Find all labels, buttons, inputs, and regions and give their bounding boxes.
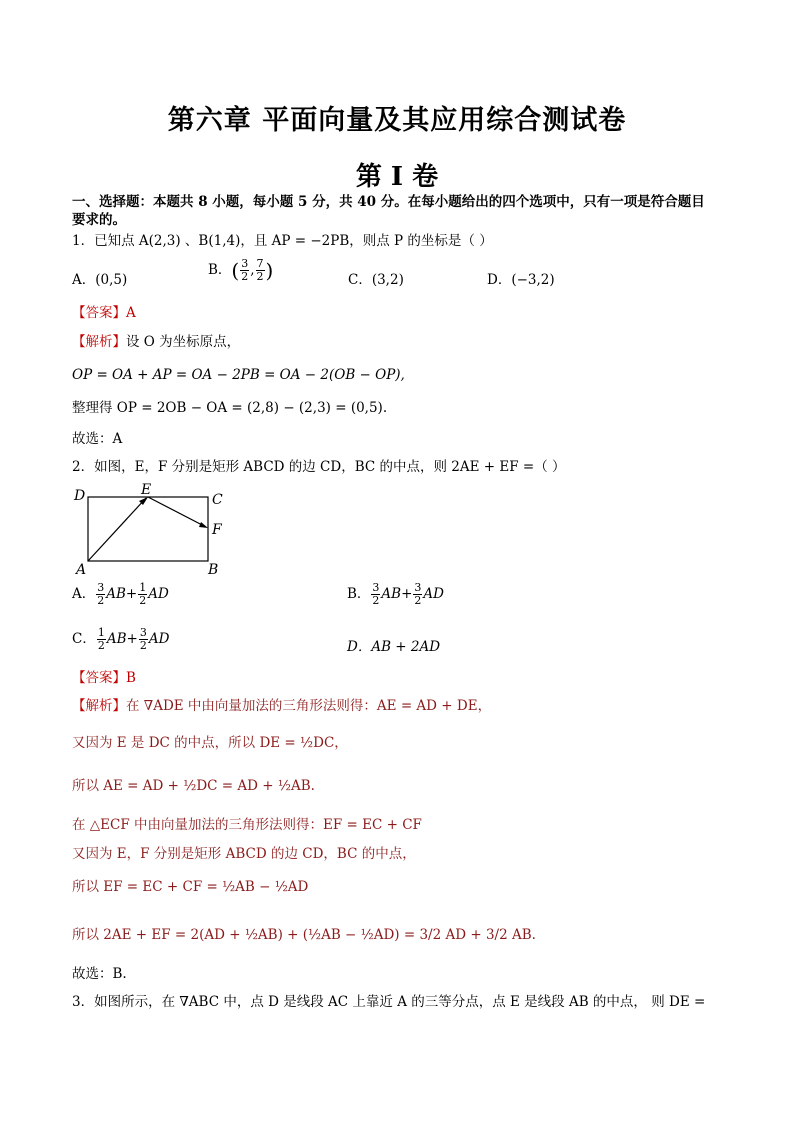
label-f: F (212, 522, 222, 538)
vector: AB (381, 586, 402, 602)
q1-option-b-prefix: B． (208, 262, 232, 278)
q2-analysis (72, 697, 491, 715)
q2-line-6: 所以 EF = EC + CF = ½AB − ½AD (72, 879, 309, 895)
denominator: 2 (414, 594, 422, 607)
label-e: E (141, 482, 152, 498)
denominator: 2 (97, 639, 105, 652)
q2-option-c (72, 627, 169, 652)
numerator: 7 (256, 257, 264, 270)
analysis-label: 【解析】 (72, 698, 126, 714)
option-prefix: C． (72, 631, 96, 647)
denominator: 2 (372, 594, 380, 607)
section-subtitle: 第 I 卷 (355, 162, 439, 192)
q2-option-a (72, 582, 169, 607)
q2-line-5: 又因为 E，F 分别是矩形 ABCD 的边 CD，BC 的中点， (72, 846, 416, 862)
numerator: 3 (241, 257, 249, 270)
q1-analysis (72, 333, 240, 351)
numerator: 3 (414, 581, 422, 594)
fraction (371, 582, 380, 607)
fraction (256, 258, 265, 283)
q2-line-3: 所以 AE = AD + ½DC = AD + ½AB. (72, 778, 315, 794)
denominator: 2 (139, 639, 147, 652)
q1-option-b: B．( $\frac{3}{2}$ , $\frac{7}{2}$ ) (208, 257, 274, 283)
numerator: 1 (97, 626, 105, 639)
arrowhead-ef (199, 522, 208, 528)
section-header: 一、选择题：本题共 8 小题，每小题 5 分，共 40 分。在每小题给出的四个选项中，只有一项是符合题目 (72, 194, 705, 210)
plus: + (126, 631, 138, 647)
vector: AD (423, 586, 444, 602)
denominator: 2 (97, 594, 105, 607)
vector: AD (148, 586, 169, 602)
rectangle-figure (72, 482, 232, 577)
denominator: 2 (139, 594, 147, 607)
label-a: A (76, 562, 87, 577)
q2-answer: 【答案】B (72, 670, 136, 686)
q1-option-a: A．(0,5) (72, 272, 128, 288)
q2-conclusion: 故选：B. (72, 966, 127, 982)
fraction (138, 582, 147, 607)
q2-line-2: 又因为 E 是 DC 的中点，所以 DE = ½DC， (72, 735, 348, 751)
q1-answer: 【答案】A (72, 305, 136, 321)
fraction (413, 582, 422, 607)
plus: + (401, 586, 413, 602)
question-2-stem: 2．如图，E，F 分别是矩形 ABCD 的边 CD，BC 的中点，则 2AE + EF =（ ） (72, 459, 566, 475)
plus: + (125, 586, 138, 602)
analysis-text: 设 O 为坐标原点， (126, 334, 241, 350)
numerator: 1 (139, 581, 147, 594)
q2-option-d: D．AB + 2AD (347, 639, 441, 655)
denominator: 2 (241, 270, 249, 283)
rectangle-abcd (88, 497, 208, 561)
vector: AB (106, 586, 126, 602)
vector-ef (148, 497, 206, 527)
section-header-cont: 要求的。 (72, 212, 126, 228)
q2-line-4: 在 △ECF 中由向量加法的三角形法则得：EF = EC + CF (72, 817, 422, 833)
label-b: B (208, 562, 219, 577)
vector: AD (148, 631, 170, 647)
question-1-stem: 1．已知点 A(2,3) 、B(1,4)，且 AP = −2PB，则点 P 的坐标是（ ） (72, 233, 493, 249)
vector-ae (88, 498, 146, 561)
q2-line-7: 所以 2AE + EF = 2(AD + ½AB) + (½AB − ½AD) = 3/2 AD + 3/2 AB. (72, 927, 536, 943)
q1-equation-2: 整理得 OP = 2OB − OA = (2,8) − (2,3) = (0,5). (72, 400, 388, 416)
document-title: 第六章 平面向量及其应用综合测试卷 (167, 105, 627, 136)
q2-option-b (347, 582, 444, 607)
fraction (139, 627, 148, 652)
option-prefix: B． (347, 586, 371, 602)
fraction (240, 258, 249, 283)
fraction (97, 627, 106, 652)
q1-equation-1: OP = OA + AP = OA − 2PB = OA − 2(OB − OP), (72, 367, 405, 383)
vector: AB (106, 631, 127, 647)
q1-option-c: C．(3,2) (348, 272, 404, 288)
question-3-stem: 3．如图所示，在 ∇ABC 中，点 D 是线段 AC 上靠近 A 的三等分点，点 E 是线段 AB 的中点， 则 DE = (72, 994, 706, 1010)
analysis-text: 在 ∇ADE 中由向量加法的三角形法则得：AE = AD + DE， (126, 698, 492, 714)
q1-conclusion: 故选：A (72, 431, 123, 447)
analysis-label: 【解析】 (72, 334, 126, 350)
label-d: D (74, 488, 86, 504)
numerator: 3 (372, 581, 380, 594)
numerator: 3 (97, 581, 105, 594)
q1-option-d: D．(−3,2) (487, 272, 555, 288)
label-c: C (212, 492, 223, 508)
option-prefix: A． (72, 586, 96, 602)
denominator: 2 (256, 270, 264, 283)
fraction (96, 582, 105, 607)
numerator: 3 (139, 626, 147, 639)
